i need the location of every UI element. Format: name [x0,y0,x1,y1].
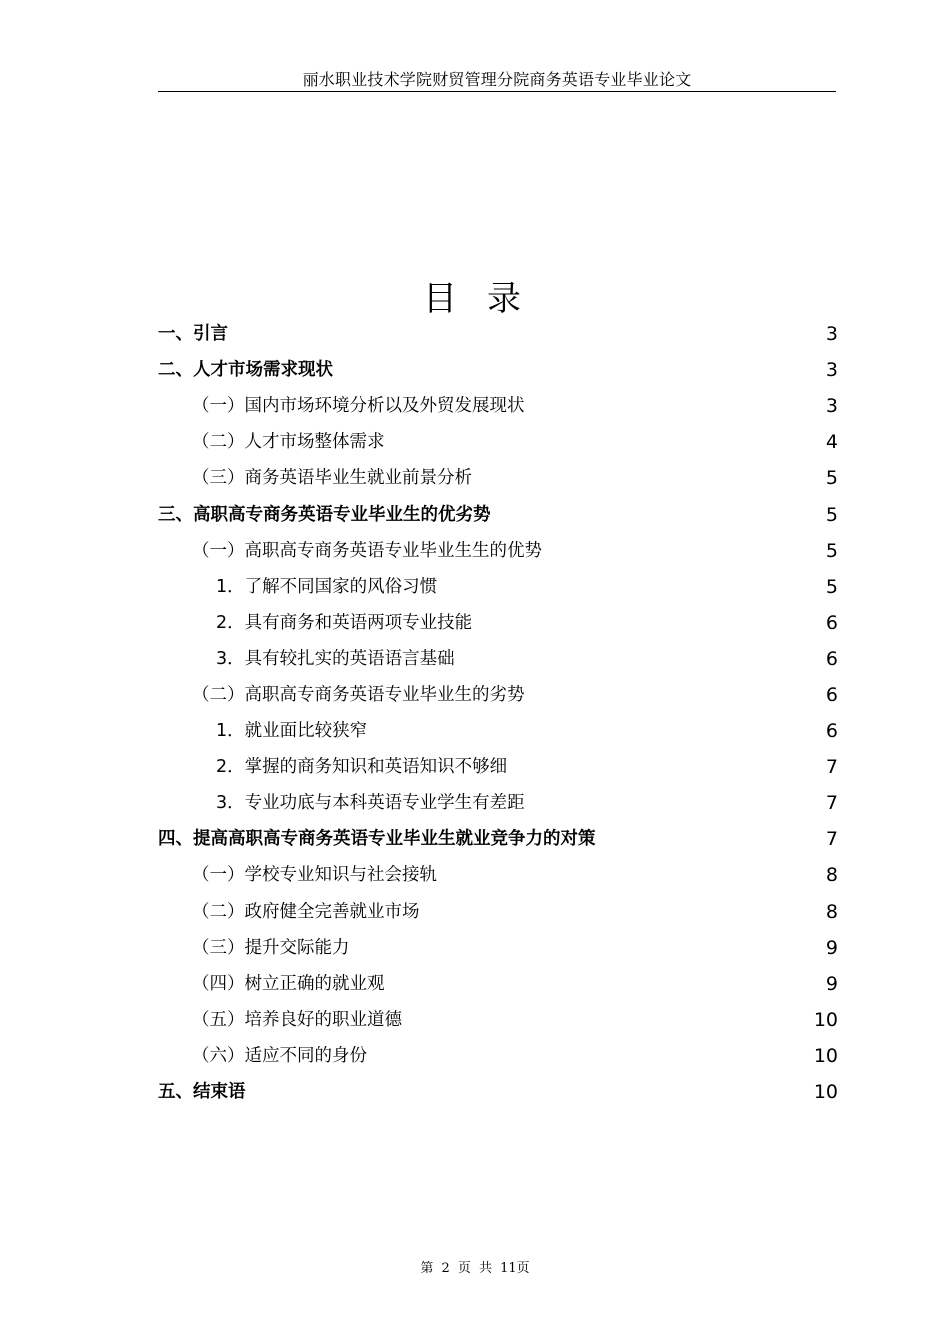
toc-entry[interactable] [158,749,838,785]
toc-entry-page-number: 7 [825,792,838,815]
toc-entry-text: （二）政府健全完善就业市场 [192,901,420,922]
header-rule [158,91,836,92]
toc-entry-text: 2．掌握的商务知识和英语知识不够细 [216,757,508,778]
toc-entry-text: （一）国内市场环境分析以及外贸发展现状 [192,396,525,417]
toc-entry-page-number: 5 [825,575,838,598]
toc-entry-text: （六）适应不同的身份 [192,1045,367,1066]
toc-entry-page-number: 6 [825,683,838,706]
toc-entry-page-number: 3 [825,359,838,382]
toc-entry-page-number: 10 [813,1044,838,1067]
toc-entry-page-number: 7 [825,756,838,779]
toc-entry-text: （五）培养良好的职业道德 [192,1009,402,1030]
toc-entry[interactable] [158,966,838,1002]
toc-entry[interactable] [158,677,838,713]
toc-entry[interactable] [158,785,838,821]
toc-entry-text: 1．了解不同国家的风俗习惯 [216,576,438,597]
toc-entry-page-number: 3 [825,323,838,346]
toc-entry-text: 五、结束语 [158,1082,246,1103]
toc-entry[interactable] [158,388,838,424]
toc-entry[interactable] [158,533,838,569]
toc-entry-text: （三）提升交际能力 [192,937,350,958]
toc-entry[interactable] [158,821,838,857]
toc-entry-text: （三）商务英语毕业生就业前景分析 [192,468,472,489]
toc-entry-text: 3．专业功底与本科英语专业学生有差距 [216,793,525,814]
toc-entry[interactable] [158,496,838,532]
toc-entry-page-number: 6 [825,647,838,670]
toc-entry-page-number: 9 [825,936,838,959]
toc-entry[interactable] [158,460,838,496]
toc-entry[interactable] [158,857,838,893]
toc-entry-page-number: 5 [825,503,838,526]
toc-entry-page-number: 5 [825,467,838,490]
toc-entry[interactable] [158,569,838,605]
toc-entry-text: 2．具有商务和英语两项专业技能 [216,612,473,633]
table-of-contents [158,316,838,1110]
toc-entry[interactable] [158,424,838,460]
toc-entry[interactable] [158,1002,838,1038]
toc-entry-text: （二）高职高专商务英语专业毕业生的劣势 [192,684,525,705]
toc-entry-page-number: 3 [825,395,838,418]
toc-entry-text: 四、提高高职高专商务英语专业毕业生就业竞争力的对策 [158,829,596,850]
toc-entry-text: （四）树立正确的就业观 [192,973,385,994]
toc-entry-text: 一、引言 [158,324,228,345]
toc-entry-text: （二）人才市场整体需求 [192,432,385,453]
toc-entry[interactable] [158,1038,838,1074]
toc-entry-page-number: 6 [825,611,838,634]
toc-entry[interactable] [158,713,838,749]
toc-entry-page-number: 8 [825,900,838,923]
toc-entry[interactable] [158,605,838,641]
toc-entry-page-number: 9 [825,972,838,995]
toc-entry-text: 二、人才市场需求现状 [158,360,333,381]
toc-entry-page-number: 10 [813,1008,838,1031]
toc-entry[interactable] [158,316,838,352]
toc-entry-text: （一）学校专业知识与社会接轨 [192,865,437,886]
toc-entry-page-number: 4 [825,431,838,454]
toc-entry[interactable] [158,894,838,930]
toc-entry-text: （一）高职高专商务英语专业毕业生生的优势 [192,540,542,561]
toc-entry-page-number: 10 [813,1081,838,1104]
toc-entry[interactable] [158,641,838,677]
toc-entry-text: 1．就业面比较狭窄 [216,721,368,742]
toc-entry-page-number: 7 [825,828,838,851]
page-header-title: 丽水职业技术学院财贸管理分院商务英语专业毕业论文 [302,70,692,89]
toc-title: 目录 [423,279,551,319]
page-number-footer: 第 2 页 共 11页 [420,1261,530,1276]
toc-entry[interactable] [158,1074,838,1110]
toc-entry-page-number: 8 [825,864,838,887]
toc-entry-text: 3．具有较扎实的英语语言基础 [216,648,455,669]
toc-entry-text: 三、高职高专商务英语专业毕业生的优劣势 [158,504,491,525]
toc-entry[interactable] [158,352,838,388]
toc-entry-page-number: 5 [825,539,838,562]
toc-entry-page-number: 6 [825,720,838,743]
toc-entry[interactable] [158,930,838,966]
